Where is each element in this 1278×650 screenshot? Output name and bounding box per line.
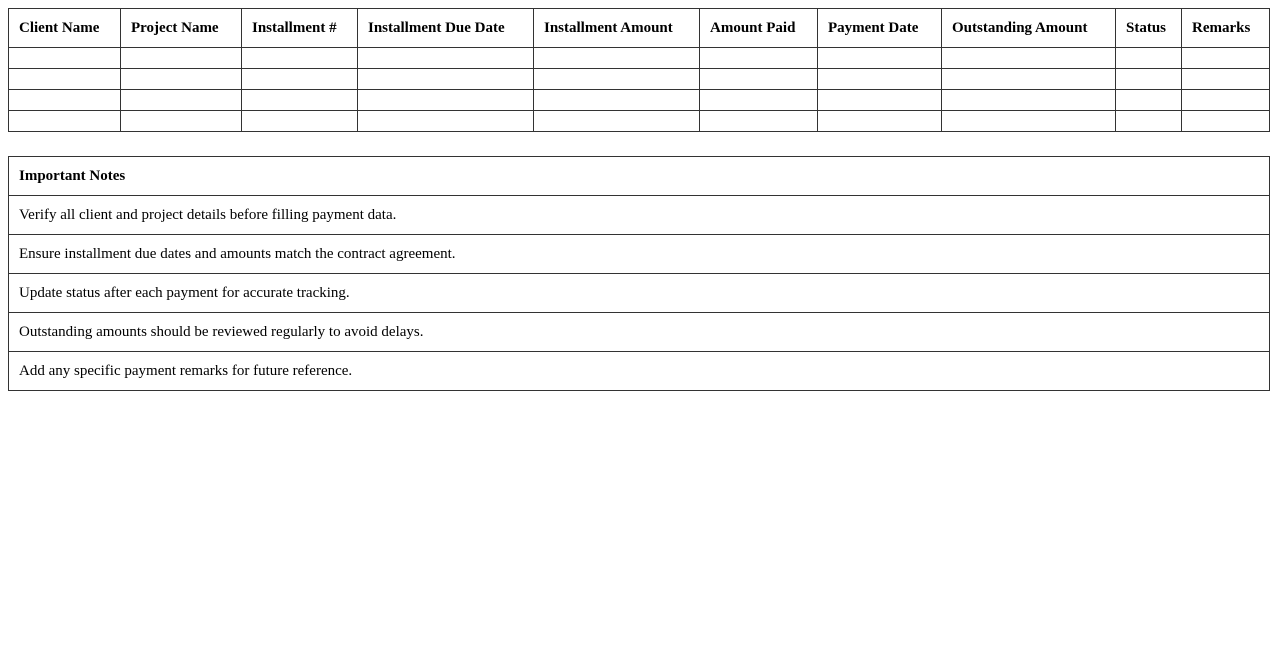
- column-header-payment-date: Payment Date: [818, 9, 942, 48]
- column-header-installment-due-date: Installment Due Date: [358, 9, 534, 48]
- note-item: Update status after each payment for accurate tracking.: [9, 274, 1270, 313]
- table-row: [9, 48, 1270, 69]
- table-row: [9, 90, 1270, 111]
- cell-client-name[interactable]: [9, 90, 121, 111]
- note-row: [9, 274, 1270, 313]
- cell-project-name[interactable]: [121, 111, 242, 132]
- note-row: [9, 352, 1270, 391]
- cell-installment-due-date[interactable]: [358, 48, 534, 69]
- cell-payment-date[interactable]: [818, 69, 942, 90]
- cell-project-name[interactable]: [121, 90, 242, 111]
- cell-amount-paid[interactable]: [700, 90, 818, 111]
- cell-status[interactable]: [1116, 111, 1182, 132]
- note-item: Ensure installment due dates and amounts match the contract agreement.: [9, 235, 1270, 274]
- payment-tracking-table: [8, 8, 1270, 132]
- notes-title: Important Notes: [9, 157, 1270, 196]
- column-header-status: Status: [1116, 9, 1182, 48]
- column-header-installment-amount: Installment Amount: [534, 9, 700, 48]
- cell-installment-number[interactable]: [242, 111, 358, 132]
- cell-client-name[interactable]: [9, 69, 121, 90]
- cell-payment-date[interactable]: [818, 111, 942, 132]
- cell-installment-due-date[interactable]: [358, 111, 534, 132]
- cell-status[interactable]: [1116, 69, 1182, 90]
- important-notes-table: [8, 156, 1270, 391]
- cell-installment-amount[interactable]: [534, 90, 700, 111]
- cell-outstanding-amount[interactable]: [942, 111, 1116, 132]
- note-item: Verify all client and project details before filling payment data.: [9, 196, 1270, 235]
- cell-installment-number[interactable]: [242, 90, 358, 111]
- column-header-outstanding-amount: Outstanding Amount: [942, 9, 1116, 48]
- note-item: Outstanding amounts should be reviewed regularly to avoid delays.: [9, 313, 1270, 352]
- column-header-installment-number: Installment #: [242, 9, 358, 48]
- cell-outstanding-amount[interactable]: [942, 69, 1116, 90]
- cell-installment-number[interactable]: [242, 69, 358, 90]
- cell-amount-paid[interactable]: [700, 69, 818, 90]
- note-row: [9, 235, 1270, 274]
- table-row: [9, 69, 1270, 90]
- column-header-client-name: Client Name: [9, 9, 121, 48]
- cell-payment-date[interactable]: [818, 90, 942, 111]
- note-item: Add any specific payment remarks for future reference.: [9, 352, 1270, 391]
- cell-outstanding-amount[interactable]: [942, 48, 1116, 69]
- note-row: [9, 313, 1270, 352]
- cell-client-name[interactable]: [9, 48, 121, 69]
- note-row: [9, 196, 1270, 235]
- cell-installment-amount[interactable]: [534, 111, 700, 132]
- cell-remarks[interactable]: [1182, 90, 1270, 111]
- cell-status[interactable]: [1116, 90, 1182, 111]
- cell-remarks[interactable]: [1182, 48, 1270, 69]
- column-header-project-name: Project Name: [121, 9, 242, 48]
- cell-installment-amount[interactable]: [534, 48, 700, 69]
- cell-status[interactable]: [1116, 48, 1182, 69]
- cell-installment-due-date[interactable]: [358, 90, 534, 111]
- column-header-remarks: Remarks: [1182, 9, 1270, 48]
- cell-project-name[interactable]: [121, 48, 242, 69]
- table-row: [9, 111, 1270, 132]
- cell-remarks[interactable]: [1182, 69, 1270, 90]
- cell-installment-number[interactable]: [242, 48, 358, 69]
- cell-outstanding-amount[interactable]: [942, 90, 1116, 111]
- cell-installment-amount[interactable]: [534, 69, 700, 90]
- cell-amount-paid[interactable]: [700, 48, 818, 69]
- cell-amount-paid[interactable]: [700, 111, 818, 132]
- cell-installment-due-date[interactable]: [358, 69, 534, 90]
- header-row: [9, 9, 1270, 48]
- cell-client-name[interactable]: [9, 111, 121, 132]
- cell-remarks[interactable]: [1182, 111, 1270, 132]
- cell-project-name[interactable]: [121, 69, 242, 90]
- cell-payment-date[interactable]: [818, 48, 942, 69]
- column-header-amount-paid: Amount Paid: [700, 9, 818, 48]
- notes-header-row: [9, 157, 1270, 196]
